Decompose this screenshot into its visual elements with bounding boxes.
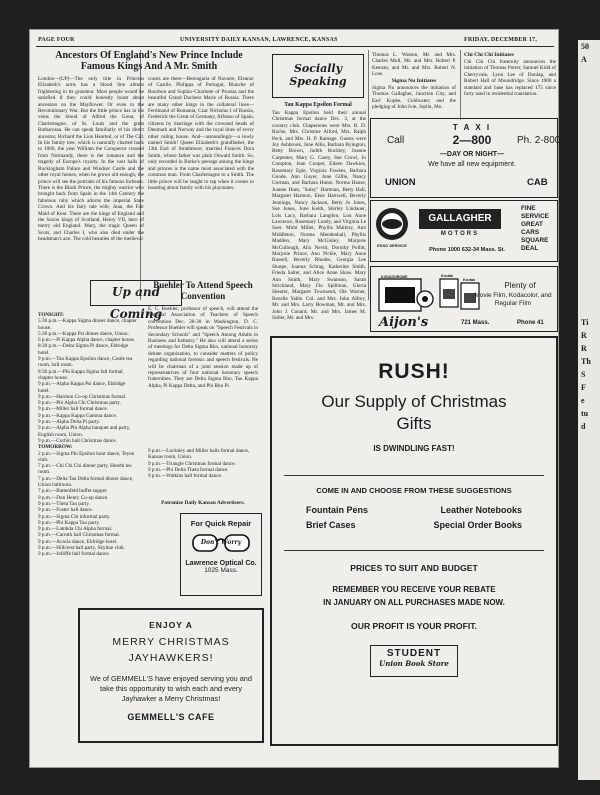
rush-ad xyxy=(270,336,558,746)
edge-text: Th xyxy=(581,357,591,366)
edge-text: e xyxy=(581,396,585,405)
chi-chi-chi-body: Chi Chi Chi fraternity announces the initiation of Thomas Porter, Samuel Kidd of Cherryvale, Lynn Lee of Dunlap, and Robert Hall of Moundridge. Since 1900 a standard and base has replaced 175 since forty used in residential translation. xyxy=(464,59,556,98)
newspaper-page xyxy=(30,30,561,767)
suggestion-item: Brief Cases xyxy=(306,520,356,530)
rush-title: RUSH! xyxy=(378,360,450,383)
edge-text: d xyxy=(581,422,586,431)
adjacent-page-edge xyxy=(578,40,600,780)
slogan-service: SERVICE xyxy=(521,213,549,220)
patronize-note: Patronize Daily Kansan Advertisers. xyxy=(161,500,245,506)
list-item: 9 p.m.—Hillcrest hall party, Skyline club. xyxy=(38,544,125,551)
esso-service-label: ESSO SERVICE xyxy=(377,243,407,248)
column-divider xyxy=(368,50,369,300)
list-item: 9 p.m.—Don Henry Co-op dance. xyxy=(38,494,109,501)
edge-text: R xyxy=(581,331,587,340)
kodachrome-label: KODACHROME xyxy=(381,275,408,279)
rush-line1: Our Supply of Christmas xyxy=(321,392,507,411)
slogan-great: GREAT xyxy=(521,221,543,228)
aijons-ad xyxy=(370,266,558,332)
article-headline: Ancestors Of England's New Prince Include Famous Kings And A Mr. Smith xyxy=(55,50,243,72)
masthead-date: FRIDAY, DECEMBER 17, xyxy=(464,37,537,43)
kodak-label-1: Kodak xyxy=(441,273,454,278)
list-item: 9 p.m.—Theta Tau party. xyxy=(38,500,90,507)
sigma-nu-head: Sigma Nu Initiates xyxy=(391,78,437,84)
list-item: 9 p.m.—Tau Kappa Epsilon dance, Castle tea room, ball room. xyxy=(38,356,133,369)
buehler-headline: Buehler To Attend Speech Convention xyxy=(153,280,253,301)
edge-text: 50 xyxy=(581,42,589,51)
suggestion-item: Special Order Books xyxy=(433,520,522,530)
profit-line: OUR PROFIT IS YOUR PROFIT. xyxy=(351,621,477,631)
col4-top: Thomas L. Watson, Mr. and Mrs. Charles Mull, Mr. and Mrs. Robert P. Keenan, and Mr. and Mrs. Robert N. Lose. xyxy=(372,52,456,78)
list-item: 9 p.m.—Kappa Kappa Gamma dance. xyxy=(38,412,118,419)
list-item: 9 p.m.—Miller hall formal dance. xyxy=(38,406,109,413)
call-label: Call xyxy=(387,135,405,146)
article-body-col1: London—(UP)—The only title in Princess Elizabeth's arms has a blood line almost frightening in its grandeur. Most people would be satisfied if they could honestly boast about ancestors on the Mayflower. Or even in the Revolutionary War. But the little prince has in his veins the blood of Alfred the Great, of Charlemagne, of St. Louis and the great Barbarossa. He can speak familiarly of his direct ancestor, Richard the Lion Hearted, or of The Cid. In his family tree, which is naturally charted back to 1066, the year William the Conqueror crossed from Normandy, there is the romance and the tragedy of Europe's royalty. In the vast halls of Buckingham Palace and Windsor Castle and the other royal homes, when he grows old enough, the prince will see the portraits of his famous forbears. There is the Black Prince, the mighty warrior who brought back from Spain in the 14th Century the fabulous ruby which adorns the imperial State Crown. And his fairy tale wife, Joan, the Fair Maid of Kent. There are the kings of England and the Saxon kings of Scotland, Henry VII, hero of merry old England. Mary, the tragic Queen of Scots, and Charles I, who also died under the headsman's axe. The cold beauties of the medieval xyxy=(38,76,144,243)
chi-chi-chi-head: Chi Chi Chi Initiates xyxy=(464,52,514,58)
list-item: 9 p.m.—Triangle Christmas formal dance. xyxy=(148,460,236,467)
buehler-list xyxy=(148,448,258,479)
edge-text: tu xyxy=(581,409,589,418)
taxi-phone: Ph. 2-800 xyxy=(517,135,561,146)
socially-speaking-box xyxy=(272,54,364,98)
gallagher-slogan xyxy=(521,205,549,253)
film-types: Movie Film, Kodacolor, and Regular Film xyxy=(474,292,552,307)
union-cab-ad xyxy=(370,118,561,198)
suggestions-heading: COME IN AND CHOOSE FROM THESE SUGGESTIONS xyxy=(316,486,512,495)
list-item: 7 p.m.—Chi Chi Chi dinner party, Hearth tea room. xyxy=(38,463,132,476)
taxi-title: T A X I xyxy=(452,123,492,132)
gemmell-name: GEMMELL'S CAFE xyxy=(127,712,215,722)
list-item: 9 p.m.—Carruth hall Christmas formal. xyxy=(38,532,120,539)
union-label: UNION xyxy=(385,177,416,188)
gallagher-brand: GALLAGHER xyxy=(419,209,501,229)
kodak-label-2: Kodak xyxy=(463,277,476,282)
film-box-icon xyxy=(377,273,435,317)
list-item: 9 p.m.—Acacia dance, Eldridge hotel. xyxy=(38,538,118,545)
tonight-label: TONIGHT: xyxy=(38,312,65,318)
list-item: 7 p.m.—Battenfeld buffet supper. xyxy=(38,488,108,495)
enjoy-text: ENJOY A xyxy=(149,620,193,630)
day-or-night: —DAY OR NIGHT— xyxy=(439,151,505,158)
society-body: Tau Kappa Epsilon held their annual Christmas formal dance Dec. 3, at the country club. Chaperones were Mrs. R. D. Roche, Mrs. Christine Alford, Mrs. Ralph Peck, and Mrs. H. P. Ramage. Guests were Joy Ashbrook, June Allis, Barbara Byington, Betty Brown, Judith Buckley, Joanne Carpenter, Mary G. Carey, Sue Crowl, Jo Compton, Jean Cooper, Eileen Dawkins, Rosemary Egle, Virginia Fawkes, Barbara Goode, Ann Guyer, June Gillie, Nancy Gorman, and Barbara Hume. Norma Hause, Joanne Hunt, "Soley" Hartman, Betty Hall, Margaret Harmon, Elsie Hartwell, Beverly Jennings, Nancy Jackson, Betty Jo Jones, Sue Jones, June Keith, Shirley Lindauer, Lois Lacy, Barbara Langdon, Lou Anne Lawrence, Rosemary Lundy, and Virginia Le Suer. Mimi Miller, Phyllis Mallory, Ann Middleton, Norma Mendenhall, Phyllis Madden, Mary McGinley, Marjorie McCullough, Alix Nevitt, Dorothy Pollitt, Marjorie Prince, Ann Pickle, Mary Anne Russell, Beverly Rhodes, Georgia Lee Sharpe, Joanna Schrag, Katherine Smith, Frieda Salter, and Alice Anne Shaw. Mary Ann Smith, Mary Swanson, Sarah Strickland, Mary Flo Spillman, Gloria Shearer, Margaret Townsend, Ole Warner, Rozelle Yable. Col. and Mrs. John Alfrey, Mr. and Mrs. Larry Bowman, Mr. and Mrs. John J. Conard, Mr. and Mrs. James M. Stiller, Mr. and Mrs. xyxy=(272,110,366,321)
logo-bottom: Union Book Store xyxy=(379,659,449,668)
suggestion-item: Leather Notebooks xyxy=(440,505,522,515)
aijons-phone: Phone 41 xyxy=(517,320,544,326)
rush-line3: IS DWINDLING FAST! xyxy=(373,444,455,453)
events-list xyxy=(38,312,138,632)
edge-text: F xyxy=(581,383,586,392)
list-item: 9 p.m.—Alpha Kappa Psi dance, Eldridge hotel. xyxy=(38,381,126,394)
list-item: 9 p.m.—Foster hall dance. xyxy=(38,507,94,514)
gallagher-phone: Phone 1000 632-34 Mass. St. xyxy=(429,247,505,253)
list-item: 9 p.m.—Phi Delta Theta formal dance. xyxy=(148,466,229,473)
student-union-logo xyxy=(370,645,458,677)
list-item: 5:30 p.m.—Kappa Sigma dinner dance, chapter house. xyxy=(38,318,137,331)
gallagher-ad xyxy=(370,200,558,262)
slogan-cars: CARS xyxy=(521,229,540,236)
jayhawkers-text: JAYHAWKERS! xyxy=(128,652,214,664)
rush-line2: Gifts xyxy=(396,414,432,433)
list-item: 7 p.m.—Delta Tau Delta formal dinner dance, Union ballroom. xyxy=(38,475,134,489)
prices-line: PRICES TO SUIT AND BUDGET xyxy=(350,563,478,573)
remember-line1: REMEMBER YOU RECEIVE YOUR REBATE xyxy=(332,585,496,594)
list-item: 8:30 p.m.—Phi Kappa Sigma fall formal, chapter house. xyxy=(38,368,124,381)
list-item: 8:30 p.m.—Delta Sigma Pi dance, Eldridge hotel. xyxy=(38,343,129,356)
gemmell-ad xyxy=(78,608,264,743)
optical-title: For Quick Repair xyxy=(190,519,252,528)
cab-label: CAB xyxy=(527,177,548,188)
edge-text: Ti xyxy=(581,318,589,327)
suggestion-row-2 xyxy=(306,520,522,530)
slogan-deal: DEAL xyxy=(521,245,539,252)
list-item: 9 p.m.—Lambda Chi Alpha formal. xyxy=(38,526,113,533)
list-item: 9 p.m.—Locksley and Miller halls formal dance, Kansas room, Union. xyxy=(148,448,250,461)
optical-name: Lawrence Optical Co. xyxy=(185,560,257,567)
list-item: 5:30 p.m.—Kappa Psi dinner dance, Union. xyxy=(38,330,129,337)
slogan-fine: FINE xyxy=(521,205,536,212)
list-item: 9 p.m.—Corbin hall Christmas dance. xyxy=(38,437,117,444)
edge-text: S xyxy=(581,370,586,379)
tke-formal-head: Tau Kappa Epsilon Formal xyxy=(284,102,352,108)
buehler-body: E. C. Buehler, professor of speech, will attend the National Association of Teachers of Speech convention Dec. 28-30 in Washington, D. C. Professor Buehler will speak on "Speech Festivals in Secondary Schools" and "Speech Among Adults in Business and Industry." He also will attend a series of meetings for Delta Sigma Rho, national honorary debate organization, to consider matters of policy regarding national forensic and speech festivals. He will be chairman of a joint session made up of representatives of four national honorary speech fraternities. They are Delta Sigma Rho, Tau Kappa Alpha, Pi Kappa Delta, and Phi Rho Pi. xyxy=(148,306,258,389)
taxi-number: 2—800 xyxy=(452,133,492,147)
plenty-of: Plenty of xyxy=(504,281,536,290)
esso-service-icon xyxy=(375,207,409,241)
list-item: 2 p.m.—Sigma Phi Epsilon hour dance, Teyen club. xyxy=(38,450,135,463)
list-item: 6 p.m.—Pi Kappa Alpha dance, chapter house. xyxy=(38,337,136,344)
taxi-tagline: We have all new equipment. xyxy=(428,161,516,168)
optical-address: 1025 Mass. xyxy=(204,567,238,574)
masthead-rule xyxy=(36,46,554,47)
tomorrow-label: TOMORROW: xyxy=(38,444,73,451)
lawrence-optical-ad xyxy=(180,513,262,596)
remember-line2: IN JANUARY ON ALL PURCHASES MADE NOW. xyxy=(323,598,505,607)
article-body-col2: courts are there—Berengaria of Navarre, Eleanor of Castile, Philippa of Portugal, Blanche of Bourbon and Sophia–Charlotte of Prussia and the beautiful Grand Duchess Marie of Russia. There are many other kings in the collateral lines—Ferdinand of Rumania, Czar Nicholas I of Russia, Frederick the Great of Germany, Alfonso of Spain, citizens by marriage with the crowned heads of Denmark and Norway and the royal lines of every other ruling house. And—astoundingly—a lowly named Smith! Queen Elizabeth's grandfather, the 13th Earl of Strathmore, married Frances Dora Smith, whose father was plain Oswald Smith. So, only recorded in Burke's peerage among the kings and princes is the name most associated with the common man. From Charlemagne to a Smith. The little prince will be taught to tap when it comes to boasting about family with his playmates. xyxy=(148,76,254,191)
aijons-name: Aijon's xyxy=(379,315,429,330)
suggestion-row-1 xyxy=(306,505,522,515)
gemmell-body: We of GEMMELL'S have enjoyed serving you and take this opportunity to wish each and every Jayhawker a Merry Christmas! xyxy=(90,674,252,703)
list-item: 9 p.m.—Alpha Delta Pi party. xyxy=(38,419,101,426)
list-item: 9 p.m.—Harmon Co-op Christmas formal. xyxy=(38,393,127,400)
list-item: 9 p.m.—Phi Alpha Chi Christmas party. xyxy=(38,400,121,407)
list-item: 9 p.m.—Alpha Phi Alpha banquet and party, English room, Union. xyxy=(38,425,131,438)
socially-speaking-title: Socially Speaking xyxy=(289,62,347,88)
up-and-coming-title: Up and Coming xyxy=(110,285,162,321)
masthead-title: UNIVERSITY DAILY KANSAN, LAWRENCE, KANSAS xyxy=(180,37,338,43)
sigma-nu-body: Sigma Nu announces the initiation of Thomas Gallagher, Junction City, and Earl Kopke, Coldwater; and the pledging of John Ivie, Joplin, Mo. xyxy=(372,85,456,111)
edge-text: A xyxy=(581,55,587,64)
list-item: 9 p.m.—Watkins hall formal dance. xyxy=(148,473,223,480)
list-item: 9 p.m.—Jolliffe hall formal dance. xyxy=(38,551,110,558)
slogan-square: SQUARE xyxy=(521,237,549,244)
edge-text: R xyxy=(581,344,587,353)
logo-top: STUDENT xyxy=(386,648,442,659)
merry-christmas: MERRY CHRISTMAS xyxy=(112,636,230,648)
aijons-address: 721 Mass. xyxy=(461,320,490,326)
optical-logo: Don't Worry xyxy=(200,539,242,546)
list-item: 9 p.m.—Sigma Chi informal party. xyxy=(38,513,111,520)
gallagher-motors: MOTORS xyxy=(440,231,480,237)
suggestion-item: Fountain Pens xyxy=(306,505,369,515)
list-item: 9 p.m.—Phi Kappa Tau party. xyxy=(38,519,100,526)
column-divider xyxy=(460,50,461,120)
page-number: PAGE FOUR xyxy=(38,37,75,43)
